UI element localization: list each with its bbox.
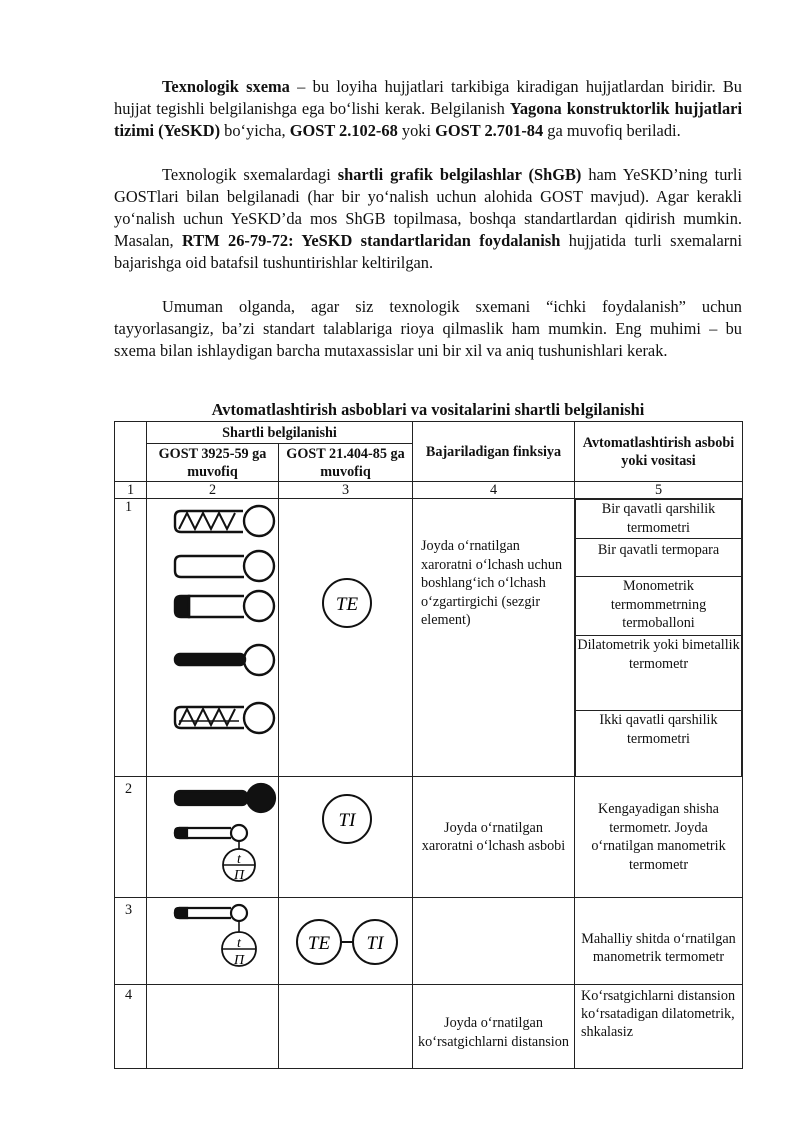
gost3925-symbols-row2 [147,777,279,898]
gauge-top-label: t [237,936,241,951]
panel-thermometer-svg [147,898,279,979]
col-number: 1 [115,482,147,499]
glass-thermometer-icon [175,784,275,812]
gost21404-symbol-row3 [279,898,413,985]
devices-row1 [575,499,743,777]
gost3925-symbols-row3 [147,898,279,985]
te-ti-pair-icon [279,898,413,979]
row-number: 2 [115,777,147,898]
list-item: Ikki qavatli qarshilik termometri [576,711,742,776]
te-label: TE [307,933,331,954]
ti-label: TI [366,933,384,954]
col-number: 4 [413,482,575,499]
table-row [115,499,743,777]
symbols-table [114,421,743,1069]
term-texnologik-sxema: Texnologik sxema [162,77,290,96]
gost21404-symbol-row4 [279,985,413,1069]
table-row [115,985,743,1069]
devices-list [575,499,742,776]
function-row1: Joyda o‘rnatilgan xaroratni o‘lchash uchun boshlang‘ich o‘lchash o‘zgartirgichi (sezgir element) [413,499,575,777]
list-item: Monometrik termommetrning termoballoni [576,577,742,636]
ti-circle-icon [279,777,413,892]
col-number: 2 [147,482,279,499]
function-row2: Joyda o‘rnatilgan xaroratni o‘lchash asbobi [413,777,575,898]
table-row [115,898,743,985]
gost3925-symbols-row1 [147,499,279,777]
function-row4: Joyda o‘rnatilgan ko‘rsatgichlarni distansion [413,985,575,1069]
gauge-bottom-label: П [233,868,245,883]
thermocouple-icon [175,551,274,581]
paragraph-internal-use: Umuman olganda, agar siz texnologik sxemani “ichki foydalanish” uchun tayyorlasangiz, ba’zi standart talablariga rioya qilmaslik ham mumkin. Eng muhimi – bu sxema bilan ishlaydigan barcha mutaxassislar uni bir xil va aniq tushunishlari kerak. [114,297,742,360]
resistance-thermometer-icon [175,506,274,536]
thermometer-symbols-svg [147,777,279,892]
dilatometric-thermometer-icon [175,645,274,675]
table-row [115,777,743,898]
paragraph-shgb: Texnologik sxemalardagi shartli grafik belgilashlar (ShGB) ham YeSKD’ning turli GOSTlari bilan belgilanadi (har bir yo‘nalish uchun alohida GOST mavjud). Agar kerakli yo‘nalish uchun YeSKD’da mos ShGB topilmasa, boshqa standartlardan qidirish mumkin. Masalan, RTM 26-79-72: YeSKD standartlaridan foydalanish hujjatida turli sxemalarni bajarishga oid batafsil tushuntirishlar keltirilgan. [114,165,743,272]
row-number: 3 [115,898,147,985]
col-number: 3 [279,482,413,499]
col-number: 5 [575,482,743,499]
device-row4: Ko‘rsatgichlarni distansion ko‘rsatadigan dilatometrik, shkalasiz [575,985,743,1069]
gost21404-symbol-row1 [279,499,413,777]
paragraph-technological-scheme: Texnologik sxema – bu loyiha hujjatlari tarkibiga kiradigan hujjatlardan biridir. Bu hujjat tegishli belgilanishga ega bo‘lishi kerak. Belgilanish Yagona konstruktorlik hujjatlari tizimi (YeSKD) bo‘yicha, GOST 2.102-68 yoki GOST 2.701-84 ga muvofiq beriladi. [114,77,743,140]
thermoballoon-icon [175,591,274,621]
gauge-top-label: t [237,852,241,867]
header-blank [115,422,147,482]
row-number: 1 [115,499,147,777]
header-gost-21404: GOST 21.404-85 ga muvofiq [279,444,413,482]
device-row2: Kengayadigan shisha termometr. Joyda o‘rnatilgan manometrik termometr [575,777,743,898]
function-row3 [413,898,575,985]
list-item: Dilatometrik yoki bimetallik termometr [576,636,742,711]
header-gost-3925: GOST 3925-59 ga muvofiq [147,444,279,482]
double-resistance-thermometer-icon [175,703,274,733]
te-circle-icon [279,499,413,771]
gauge-bottom-label: П [233,953,245,968]
ti-label: TI [338,810,356,831]
row-number: 4 [115,985,147,1069]
gost21404-symbol-row2 [279,777,413,898]
list-item: Bir qavatli qarshilik termometri [576,500,742,539]
header-function: Bajariladigan finksiya [413,422,575,482]
sensor-symbols-svg [147,499,279,771]
header-group: Shartli belgilanishi [147,422,413,444]
table-title: Avtomatlashtirish asboblari va vositalarini shartli belgilanishi [211,400,645,419]
gost3925-symbols-row4 [147,985,279,1069]
list-item: Bir qavatli termopara [576,538,742,577]
header-device: Avtomatlashtirish asbobi yoki vositasi [575,422,743,482]
device-row3: Mahalliy shitda o‘rnatilgan manometrik termometr [575,898,743,985]
te-label: TE [335,594,359,615]
